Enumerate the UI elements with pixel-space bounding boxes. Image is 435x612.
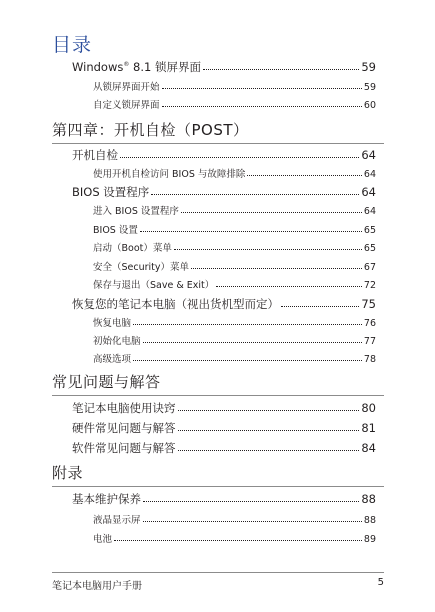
toc-entry-label bbox=[72, 296, 279, 312]
dot-leader bbox=[191, 267, 362, 269]
toc-entry-label bbox=[93, 315, 131, 329]
toc-entry-label bbox=[93, 333, 141, 347]
toc-entry-label bbox=[93, 166, 245, 180]
toc-entry-label bbox=[72, 491, 141, 507]
toc-entry-label-text: Windows bbox=[72, 60, 124, 74]
toc-entry[interactable] bbox=[93, 222, 376, 236]
registered-mark: ® bbox=[123, 61, 130, 69]
toc-entry-label bbox=[93, 79, 160, 93]
toc-entry-page: 60 bbox=[363, 100, 376, 111]
toc-entry-page: 88 bbox=[363, 515, 376, 526]
chapter-title: 常见问题与解答 bbox=[52, 373, 161, 391]
chapter-title: 第四章：开机自检（POST） bbox=[52, 121, 249, 139]
toc-entry[interactable] bbox=[93, 240, 376, 254]
toc-entry-label-text: 恢复您的笔记本电脑（视出货机型而定） bbox=[72, 297, 279, 311]
toc-entry-label-text: 自定义锁屏界面 bbox=[93, 100, 160, 111]
toc-entry-label-text: 开机自检 bbox=[72, 148, 118, 162]
toc-entry-label bbox=[72, 400, 176, 416]
dot-leader bbox=[133, 323, 362, 325]
chapter-divider bbox=[52, 486, 384, 487]
toc-entry[interactable] bbox=[72, 420, 376, 436]
toc-entry-label-text: 启动（Boot）菜单 bbox=[93, 243, 172, 254]
toc-entry-page: 64 bbox=[363, 206, 376, 217]
dot-leader bbox=[162, 105, 362, 107]
toc-entry-label bbox=[93, 203, 179, 217]
toc-entry-label bbox=[72, 184, 149, 200]
dot-leader bbox=[140, 230, 362, 232]
toc-entry[interactable] bbox=[93, 512, 376, 526]
dot-leader bbox=[281, 305, 359, 307]
toc-entry[interactable] bbox=[93, 315, 376, 329]
dot-leader bbox=[120, 156, 359, 158]
toc-entry-page: 76 bbox=[363, 318, 376, 329]
toc-entry[interactable] bbox=[72, 400, 376, 416]
dot-leader bbox=[247, 174, 362, 176]
toc-entry-page: 65 bbox=[363, 243, 376, 254]
dot-leader bbox=[216, 285, 362, 287]
toc-entry-page: 77 bbox=[363, 336, 376, 347]
footer-divider bbox=[52, 572, 384, 573]
toc-entry[interactable] bbox=[72, 491, 376, 507]
toc-entry[interactable] bbox=[93, 97, 376, 111]
toc-entry-label bbox=[93, 97, 160, 111]
toc-entry-page: 59 bbox=[361, 60, 376, 74]
toc-entry-page: 89 bbox=[363, 534, 376, 545]
toc-entry-label-text: 进入 BIOS 设置程序 bbox=[93, 206, 179, 217]
toc-entry-page: 64 bbox=[363, 169, 376, 180]
dot-leader bbox=[133, 359, 362, 361]
dot-leader bbox=[178, 449, 360, 451]
dot-leader bbox=[143, 520, 362, 522]
toc-entry-page: 65 bbox=[363, 225, 376, 236]
toc-entry-label-text: 软件常见问题与解答 bbox=[72, 441, 176, 455]
chapter-divider bbox=[52, 395, 384, 396]
toc-entry-label bbox=[93, 351, 131, 365]
toc-entry[interactable] bbox=[93, 351, 376, 365]
toc-entry-label-text: 液晶显示屏 bbox=[93, 515, 141, 526]
dot-leader bbox=[143, 341, 362, 343]
page-title: 目录 bbox=[52, 34, 93, 56]
toc-entry-label bbox=[93, 531, 112, 545]
dot-leader bbox=[178, 409, 360, 411]
toc-entry-label bbox=[93, 240, 172, 254]
chapter-title: 附录 bbox=[52, 464, 84, 482]
toc-entry-label bbox=[93, 259, 189, 273]
toc-entry-label-text: 从锁屏界面开始 bbox=[93, 82, 160, 93]
dot-leader bbox=[143, 500, 359, 502]
toc-entry-label-text: 笔记本电脑使用诀窍 bbox=[72, 401, 176, 415]
toc-entry-label-text: 基本维护保养 bbox=[72, 492, 141, 506]
toc-entry[interactable] bbox=[93, 79, 376, 93]
dot-leader bbox=[174, 248, 362, 250]
toc-entry-label bbox=[72, 59, 201, 75]
footer-page-number: 5 bbox=[377, 577, 384, 588]
toc-entry[interactable] bbox=[93, 259, 376, 273]
toc-entry-page: 72 bbox=[363, 280, 376, 291]
toc-entry[interactable] bbox=[72, 184, 376, 200]
toc-entry-label-text: 电池 bbox=[93, 534, 113, 545]
toc-entry-label-text: 安全（Security）菜单 bbox=[93, 262, 190, 273]
toc-entry[interactable] bbox=[72, 59, 376, 75]
toc-entry[interactable] bbox=[72, 440, 376, 456]
toc-entry-label-text: BIOS 设置程序 bbox=[72, 185, 150, 199]
toc-entry[interactable] bbox=[93, 203, 376, 217]
toc-entry-page: 59 bbox=[363, 82, 376, 93]
toc-entry-label bbox=[72, 147, 118, 163]
toc-entry[interactable] bbox=[93, 277, 376, 291]
toc-entry-page: 67 bbox=[363, 262, 376, 273]
chapter-divider bbox=[52, 143, 384, 144]
toc-entry-page: 64 bbox=[361, 148, 376, 162]
toc-entry-page: 78 bbox=[363, 354, 376, 365]
toc-entry-label bbox=[93, 512, 141, 526]
toc-entry[interactable] bbox=[93, 531, 376, 545]
toc-entry-label-text: 保存与退出（Save & Exit） bbox=[93, 280, 215, 291]
toc-entry-label bbox=[72, 440, 176, 456]
dot-leader bbox=[151, 193, 359, 195]
toc-entry-page: 80 bbox=[361, 401, 376, 415]
dot-leader bbox=[114, 539, 362, 541]
toc-entry-page: 75 bbox=[361, 297, 376, 311]
dot-leader bbox=[178, 429, 360, 431]
toc-entry-label-text: BIOS 设置 bbox=[93, 225, 138, 236]
toc-entry[interactable] bbox=[72, 296, 376, 312]
toc-entry-label-tail: 8.1 锁屏界面 bbox=[129, 60, 201, 74]
toc-entry-label-text: 初始化电脑 bbox=[93, 336, 141, 347]
toc-entry[interactable] bbox=[93, 333, 376, 347]
toc-entry-page: 84 bbox=[361, 441, 376, 455]
dot-leader bbox=[162, 87, 362, 89]
toc-entry-label bbox=[93, 222, 138, 236]
toc-entry-label-text: 恢复电脑 bbox=[93, 318, 132, 329]
toc-entry-label-text: 高级选项 bbox=[93, 354, 132, 365]
dot-leader bbox=[203, 68, 359, 70]
toc-entry-label bbox=[93, 277, 214, 291]
toc-entry-label bbox=[72, 420, 176, 436]
toc-entry[interactable] bbox=[93, 166, 376, 180]
toc-entry-label-text: 硬件常见问题与解答 bbox=[72, 421, 176, 435]
toc-entry-page: 81 bbox=[361, 421, 376, 435]
dot-leader bbox=[181, 211, 362, 213]
toc-entry-page: 64 bbox=[361, 185, 376, 199]
footer-manual-title: 笔记本电脑用户手册 bbox=[52, 581, 142, 592]
toc-entry-label-text: 使用开机自检访问 BIOS 与故障排除 bbox=[93, 169, 246, 180]
toc-entry[interactable] bbox=[72, 147, 376, 163]
toc-entry-page: 88 bbox=[361, 492, 376, 506]
